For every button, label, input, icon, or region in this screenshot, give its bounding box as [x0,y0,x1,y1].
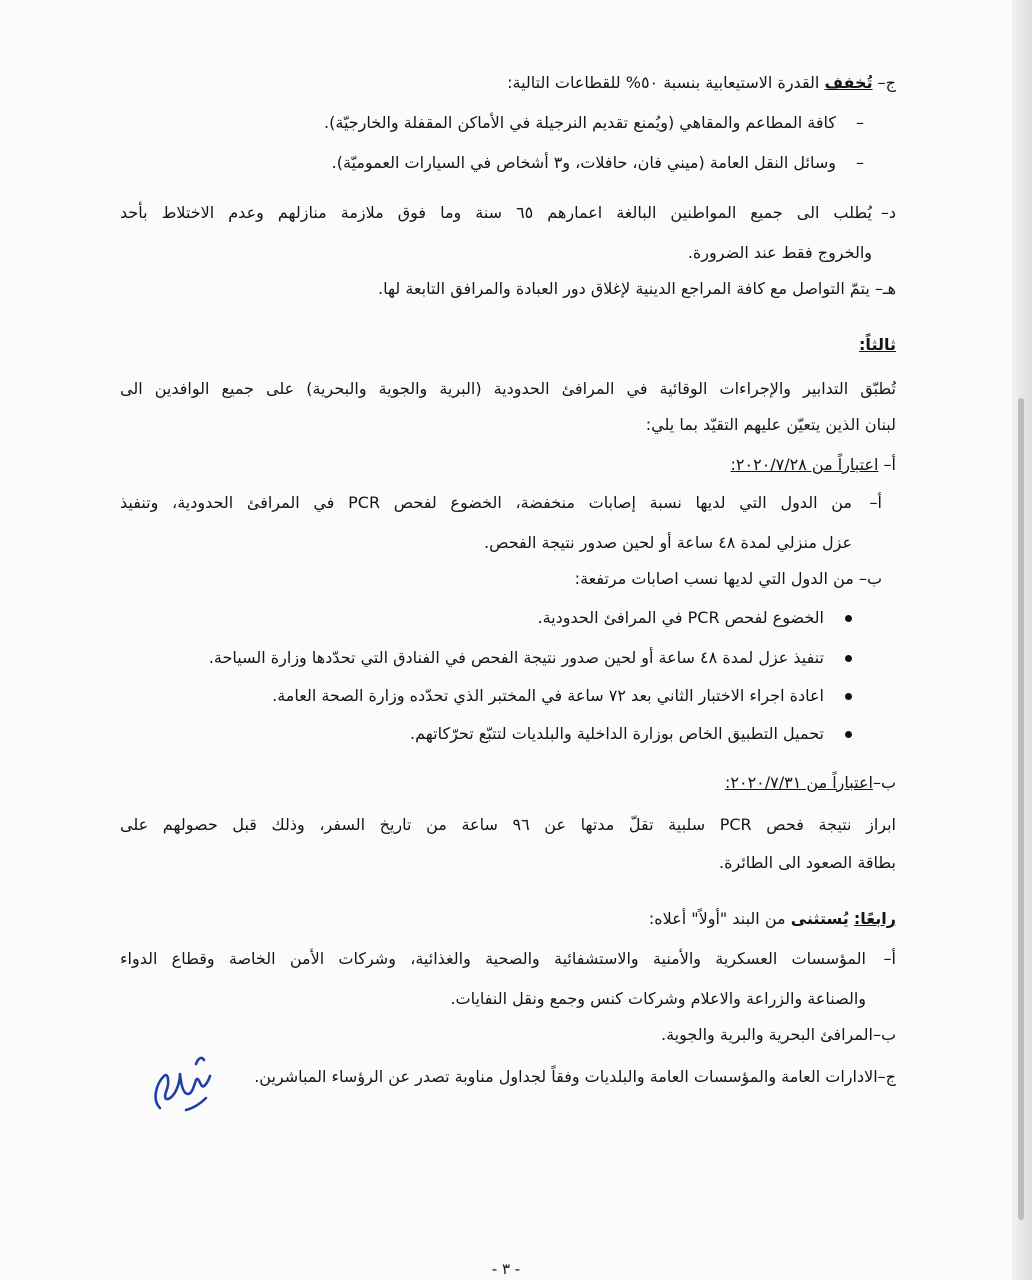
item-c-line [120,70,896,96]
section-3b-heading: ب–اعتباراً من ٢٠٢٠/٧/٣١: [724,773,896,792]
page-number: - ٣ - [491,1260,521,1278]
item-d-label: د– [880,203,896,222]
section-3a-sub-b: ب– من الدول التي لديها نسب اصابات مرتفعة: [574,569,882,588]
bullet-item: الخضوع لفحص PCR في المرافئ الحدودية. [537,608,824,627]
dash-item: – كافة المطاعم والمقاهي (ويُمنع تقديم النرجيلة في الأماكن المقفلة والخارجيّة). [324,113,864,132]
item-label: ج– [877,73,896,92]
section-4-heading: رابعًا: يُستثنى من البند "أولاً" أعلاه: [648,909,896,928]
section-3-intro-line2: لبنان الذين يتعيّن عليهم التقيّد بما يلي: [645,415,896,434]
section-3b-line2: بطاقة الصعود الى الطائرة. [719,853,896,872]
section-3-intro-line1: تُطبّق التدابير والإجراءات الوقائية في المرافئ الحدودية (البرية والجوية والبحرية) على جميع الوافدين الى [120,379,896,398]
dash-item-text: وسائل النقل العامة (ميني فان، حافلات، و٣ أشخاص في السيارات العموميّة). [331,153,836,172]
scrollbar[interactable] [1018,398,1024,1220]
bullet-item: تنفيذ عزل لمدة ٤٨ ساعة أو لحين صدور نتيجة الفحص في الفنادق التي تحدّدها وزارة السياحة. [208,648,824,667]
bullet-icon [845,731,852,738]
item-e-line: هـ– يتمّ التواصل مع كافة المراجع الدينية لإغلاق دور العبادة والمرافق التابعة لها. [378,279,896,298]
section-4a-label: أ– [883,949,896,968]
dash-item: – وسائل النقل العامة (ميني فان، حافلات، و٣ أشخاص في السيارات العموميّة). [331,153,864,172]
section-4c: ج–الادارات العامة والمؤسسات العامة والبلديات وفقاً لجداول مناوبة تصدر عن الرؤساء المباشرين. [254,1067,896,1086]
item-text: القدرة الاستيعابية بنسبة ٥٠% للقطاعات التالية: [507,73,820,92]
dash-item-text: كافة المطاعم والمقاهي (ويُمنع تقديم النرجيلة في الأماكن المقفلة والخارجيّة). [324,113,836,132]
section-3b-line1: ابراز نتيجة فحص PCR سلبية تقلّ مدتها عن ٩٦ ساعة من تاريخ السفر، وذلك قبل حصولهم على [120,815,896,834]
bullet-icon [845,693,852,700]
signature-mark [150,1050,214,1122]
section-3a-sub-a-line1: من الدول التي لديها نسبة إصابات منخفضة، الخضوع لفحص PCR في المرافئ الحدودية، وتنفيذ [120,493,852,512]
section-3-heading: ثالثاً: [859,335,896,354]
section-4b: ب–المرافئ البحرية والبرية والجوية. [661,1025,896,1044]
bullet-icon [845,655,852,662]
section-3a-sub-a-line2: عزل منزلي لمدة ٤٨ ساعة أو لحين صدور نتيجة الفحص. [484,533,852,552]
bullet-icon [845,615,852,622]
bullet-item: تحميل التطبيق الخاص بوزارة الداخلية والبلديات لتتبّع تحرّكاتهم. [410,724,824,743]
section-3a-sub-a-label: أ– [869,493,882,512]
section-4a-line2: والصناعة والزراعة والاعلام وشركات كنس وجمع ونقل النفايات. [450,989,866,1008]
bullet-item: اعادة اجراء الاختبار الثاني بعد ٧٢ ساعة في المختبر الذي تحدّده وزارة الصحة العامة. [272,686,824,705]
item-d-line2: والخروج فقط عند الضرورة. [687,243,872,262]
section-3a-heading: أ– اعتباراً من ٢٠٢٠/٧/٢٨: [730,455,896,474]
item-d-line1: يُطلب الى جميع المواطنين البالغة اعمارهم ٦٥ سنة وما فوق ملازمة منازلهم وعدم الاختلاط بأحد [120,203,872,222]
underlined-term: تُخفف [824,73,873,92]
section-4a-line1: المؤسسات العسكرية والأمنية والاستشفائية والصحية والغذائية، وشركات الأمن الخاصة وقطاع الدواء [120,949,866,968]
